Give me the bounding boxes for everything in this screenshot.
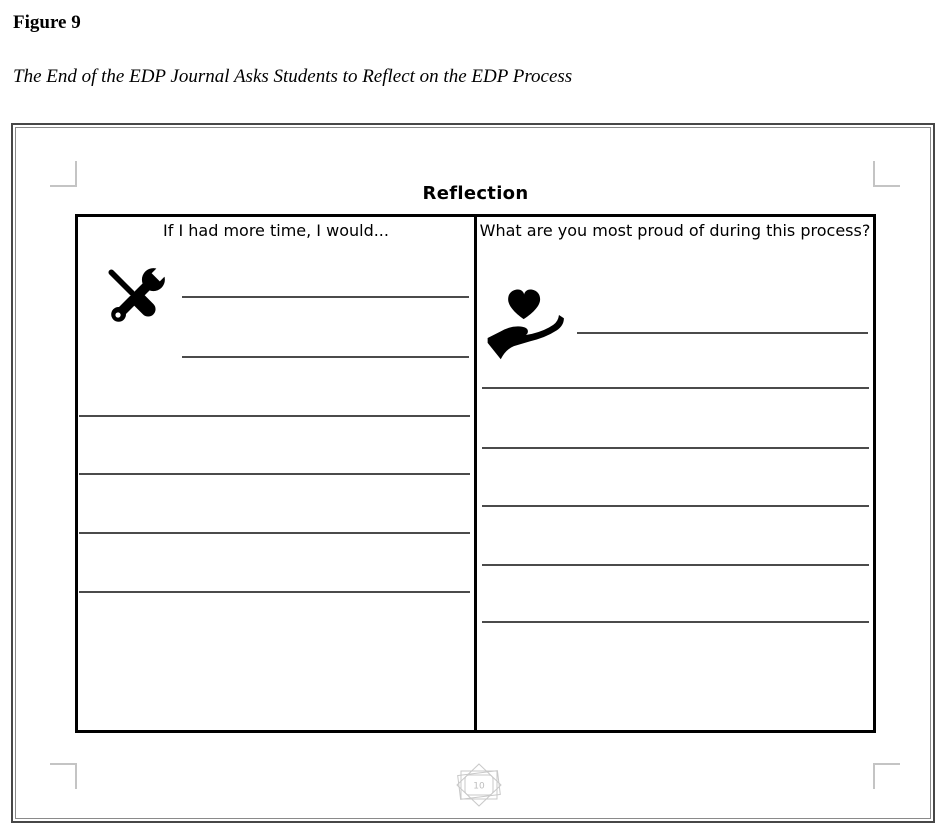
answer-line [482,447,869,449]
answer-line [79,591,470,593]
screwdriver-wrench-icon [95,254,177,340]
answer-line [182,356,469,358]
slide-page-number: 10 [473,781,485,792]
most-proud-header: What are you most proud of during this process? [479,221,871,240]
answer-line [482,387,869,389]
table-cell-most-proud [477,217,873,730]
placeholder-corner-mark-bottom-right [873,763,900,789]
page-number-emblem [453,763,505,807]
figure-caption: The End of the EDP Journal Asks Students to Reflect on the EDP Process [13,66,573,87]
answer-line [577,332,868,334]
answer-line [182,296,469,298]
answer-line [79,532,470,534]
table-cell-more-time [78,217,477,730]
figure-label: Figure 9 [13,12,81,33]
figure-image-frame [11,123,935,823]
placeholder-corner-mark-top-right [873,161,900,187]
answer-line [482,621,869,623]
worksheet-title: Reflection [422,183,529,204]
heart-in-hand-icon [486,288,568,360]
worksheet-slide [13,125,933,821]
reflection-table [75,214,876,733]
placeholder-corner-mark-top-left [50,161,77,187]
answer-line [79,473,470,475]
answer-line [79,415,470,417]
placeholder-corner-mark-bottom-left [50,763,77,789]
more-time-header: If I had more time, I would... [163,221,389,240]
answer-line [482,505,869,507]
answer-line [482,564,869,566]
